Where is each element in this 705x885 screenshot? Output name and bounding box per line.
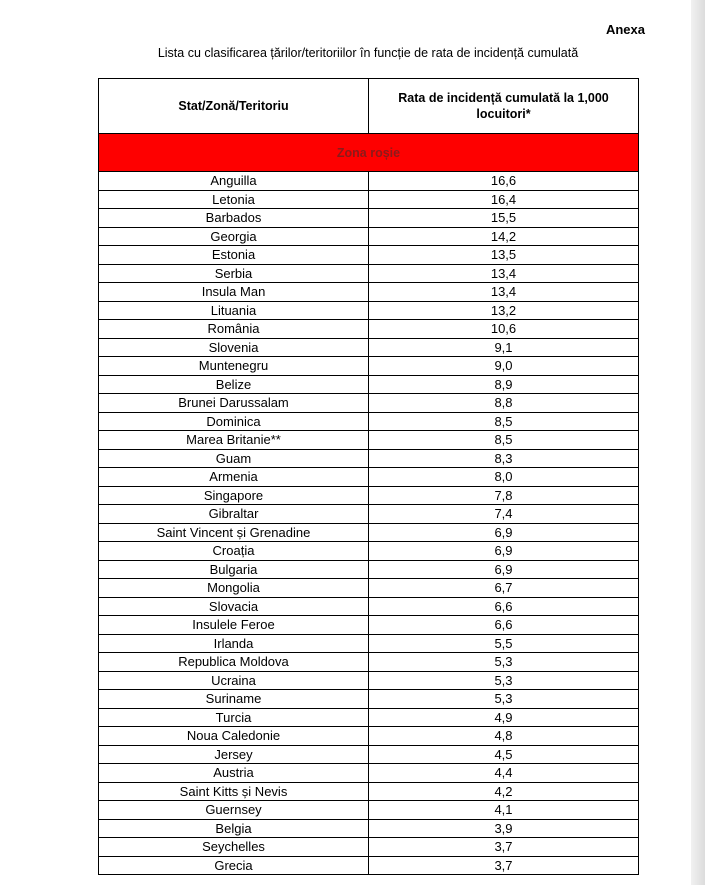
incidence-rate: 15,5 <box>369 209 639 228</box>
incidence-table <box>98 78 639 875</box>
country-name: Singapore <box>99 486 369 505</box>
country-name: Letonia <box>99 190 369 209</box>
incidence-rate: 4,5 <box>369 745 639 764</box>
incidence-rate: 8,9 <box>369 375 639 394</box>
table-row <box>99 745 639 764</box>
table-row <box>99 320 639 339</box>
table-body <box>99 172 639 875</box>
incidence-rate: 6,6 <box>369 616 639 635</box>
table-row <box>99 209 639 228</box>
table-row <box>99 838 639 857</box>
table-row <box>99 690 639 709</box>
incidence-rate: 8,5 <box>369 431 639 450</box>
table-row <box>99 283 639 302</box>
page-edge <box>691 0 705 885</box>
incidence-rate: 14,2 <box>369 227 639 246</box>
country-name: Slovacia <box>99 597 369 616</box>
incidence-rate: 13,4 <box>369 283 639 302</box>
country-name: Seychelles <box>99 838 369 857</box>
incidence-rate: 16,4 <box>369 190 639 209</box>
table-row <box>99 190 639 209</box>
incidence-rate: 6,6 <box>369 597 639 616</box>
country-name: Barbados <box>99 209 369 228</box>
country-name: Saint Vincent și Grenadine <box>99 523 369 542</box>
table-row <box>99 708 639 727</box>
incidence-rate: 8,5 <box>369 412 639 431</box>
country-name: Jersey <box>99 745 369 764</box>
table-row <box>99 338 639 357</box>
table-row <box>99 394 639 413</box>
incidence-rate: 5,3 <box>369 671 639 690</box>
zone-row <box>99 134 639 172</box>
table-row <box>99 616 639 635</box>
country-name: România <box>99 320 369 339</box>
table-row <box>99 246 639 265</box>
incidence-rate: 5,3 <box>369 690 639 709</box>
table-row <box>99 301 639 320</box>
country-name: Bulgaria <box>99 560 369 579</box>
annex-label: Anexa <box>605 22 645 37</box>
country-name: Ucraina <box>99 671 369 690</box>
incidence-rate: 4,8 <box>369 727 639 746</box>
country-name: Insula Man <box>99 283 369 302</box>
country-name: Anguilla <box>99 172 369 191</box>
country-name: Republica Moldova <box>99 653 369 672</box>
country-name: Marea Britanie** <box>99 431 369 450</box>
table-row <box>99 801 639 820</box>
country-name: Slovenia <box>99 338 369 357</box>
incidence-rate: 3,9 <box>369 819 639 838</box>
table-row <box>99 653 639 672</box>
country-name: Guernsey <box>99 801 369 820</box>
table-row <box>99 264 639 283</box>
country-name: Georgia <box>99 227 369 246</box>
country-name: Brunei Darussalam <box>99 394 369 413</box>
incidence-rate: 6,9 <box>369 560 639 579</box>
country-name: Suriname <box>99 690 369 709</box>
incidence-rate: 4,9 <box>369 708 639 727</box>
country-name: Saint Kitts și Nevis <box>99 782 369 801</box>
table-row <box>99 523 639 542</box>
incidence-rate: 3,7 <box>369 856 639 875</box>
incidence-rate: 13,4 <box>369 264 639 283</box>
country-name: Lituania <box>99 301 369 320</box>
country-name: Muntenegru <box>99 357 369 376</box>
incidence-rate: 7,4 <box>369 505 639 524</box>
incidence-rate: 8,8 <box>369 394 639 413</box>
country-name: Gibraltar <box>99 505 369 524</box>
table-row <box>99 764 639 783</box>
table-row <box>99 172 639 191</box>
table-row <box>99 505 639 524</box>
column-header-rate-text: Rata de incidență cumulată la 1,000 locuitori* <box>398 91 609 121</box>
incidence-rate: 5,5 <box>369 634 639 653</box>
country-name: Belize <box>99 375 369 394</box>
country-name: Estonia <box>99 246 369 265</box>
table-row <box>99 634 639 653</box>
incidence-rate: 9,0 <box>369 357 639 376</box>
table-row <box>99 560 639 579</box>
country-name: Guam <box>99 449 369 468</box>
table-row <box>99 856 639 875</box>
country-name: Noua Caledonie <box>99 727 369 746</box>
table-row <box>99 579 639 598</box>
table-row <box>99 782 639 801</box>
table-row <box>99 227 639 246</box>
incidence-rate: 6,9 <box>369 523 639 542</box>
table-row <box>99 727 639 746</box>
incidence-rate: 8,0 <box>369 468 639 487</box>
table-header-row <box>99 79 639 134</box>
table-row <box>99 597 639 616</box>
incidence-rate: 10,6 <box>369 320 639 339</box>
list-title: Lista cu clasificarea țărilor/teritoriilor în funcție de rata de incidență cumulată <box>157 46 579 60</box>
incidence-rate: 5,3 <box>369 653 639 672</box>
column-header-state: Stat/Zonă/Teritoriu <box>99 79 369 134</box>
table-row <box>99 542 639 561</box>
country-name: Dominica <box>99 412 369 431</box>
incidence-rate: 4,4 <box>369 764 639 783</box>
country-name: Belgia <box>99 819 369 838</box>
country-name: Mongolia <box>99 579 369 598</box>
incidence-rate: 13,2 <box>369 301 639 320</box>
table-row <box>99 449 639 468</box>
incidence-rate: 3,7 <box>369 838 639 857</box>
country-name: Armenia <box>99 468 369 487</box>
country-name: Irlanda <box>99 634 369 653</box>
country-name: Serbia <box>99 264 369 283</box>
incidence-rate: 6,9 <box>369 542 639 561</box>
incidence-rate: 4,2 <box>369 782 639 801</box>
incidence-rate: 7,8 <box>369 486 639 505</box>
incidence-rate: 16,6 <box>369 172 639 191</box>
country-name: Croația <box>99 542 369 561</box>
table-row <box>99 468 639 487</box>
table-row <box>99 486 639 505</box>
table-row <box>99 819 639 838</box>
incidence-rate: 8,3 <box>369 449 639 468</box>
table-row <box>99 357 639 376</box>
table-row <box>99 431 639 450</box>
incidence-rate: 13,5 <box>369 246 639 265</box>
incidence-rate: 6,7 <box>369 579 639 598</box>
zone-label: Zona roșie <box>99 134 639 172</box>
table-row <box>99 671 639 690</box>
incidence-rate: 4,1 <box>369 801 639 820</box>
country-name: Insulele Feroe <box>99 616 369 635</box>
table-row <box>99 375 639 394</box>
table-row <box>99 412 639 431</box>
country-name: Turcia <box>99 708 369 727</box>
incidence-rate: 9,1 <box>369 338 639 357</box>
country-name: Austria <box>99 764 369 783</box>
country-name: Grecia <box>99 856 369 875</box>
column-header-rate <box>369 79 639 134</box>
